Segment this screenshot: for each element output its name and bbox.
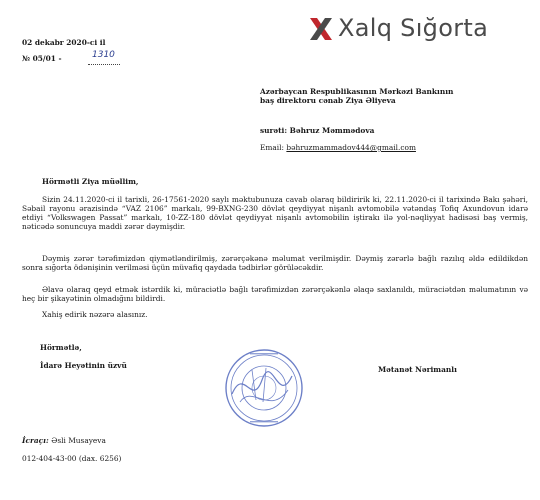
stylized-x-logo-icon bbox=[308, 16, 334, 42]
recipient-line-2: baş direktoru cənab Ziya Əliyeva bbox=[260, 96, 396, 105]
email-line bbox=[260, 143, 416, 152]
email-label: Email: bbox=[260, 143, 285, 152]
letter-number-handwritten: 1310 bbox=[92, 50, 115, 60]
copy-name: Bəhruz Məmmədova bbox=[289, 126, 375, 135]
letter-number-prefix: № 05/01 - bbox=[22, 54, 62, 63]
body-paragraph: Dəymiş zərər tərəfimizdən qiymətləndirilmiş, zərərçəkənə məlumat verilmişdir. Dəymiş zərərlə bağlı razılıq əldə edildikdən sonra sığorta ödənişinin verilməsi üçün müvafiq qaydada tədbirlər görüləcəkdir. bbox=[22, 254, 528, 272]
email-value[interactable]: bəhruzmammadov444@gmail.com bbox=[286, 143, 416, 152]
executor-phone: 012-404-43-00 (dax. 6256) bbox=[22, 454, 122, 463]
closing-regards: Hörmətlə, bbox=[40, 343, 82, 352]
signer-position: İdarə Heyətinin üzvü bbox=[40, 361, 127, 370]
letter-date: 02 dekabr 2020-ci il bbox=[22, 38, 106, 47]
body-paragraph: Əlavə olaraq qeyd etmək istərdik ki, müraciətlə bağlı tərəfimizdən zərərçəkənlə əlaqə saxlanıldı, müraciətdən məlumatının və heç bir şikayətinin olmadığını bildirdi. bbox=[22, 285, 528, 303]
executor-label: İcraçı: bbox=[22, 436, 49, 445]
recipient-block bbox=[260, 87, 510, 105]
body-paragraph: Sizin 24.11.2020-ci il tarixli, 26-17561-2020 saylı məktubunuza cavab olaraq bildiririk ki, 22.11.2020-ci il tarixində Bakı şəhəri, Səbail rayonu ərazisində “VAZ 2106” markalı, 99-BXNG-230 dövlət qeydiyyat nişanlı avtomobilə vətəndaş Tofiq Axundovun idarə etdiyi “Volkswagen Passat” markalı, 10-ZZ-180 dövlət qeydiyyat nişanlı avtomobilin iştirakı ilə yol-nəqliyyat hadisəsi baş vermiş, nəticədə sonuncuya maddi zərər dəymişdir. bbox=[22, 195, 528, 231]
body-paragraph: Xahiş edirik nəzərə alasınız. bbox=[42, 310, 148, 319]
greeting: Hörmətli Ziya müəllim, bbox=[42, 177, 139, 186]
number-underline bbox=[88, 64, 120, 65]
official-round-stamp-icon bbox=[222, 346, 306, 430]
recipient-line-1: Azərbaycan Respublikasının Mərkəzi Bankının bbox=[260, 87, 454, 96]
copy-label: surəti: bbox=[260, 126, 288, 135]
executor-line bbox=[22, 436, 106, 445]
executor-name: Əsli Musayeva bbox=[51, 436, 106, 445]
company-name: Xalq Sığorta bbox=[338, 14, 489, 42]
copy-to bbox=[260, 126, 374, 135]
signer-name: Mətanət Nərimanlı bbox=[378, 365, 457, 374]
